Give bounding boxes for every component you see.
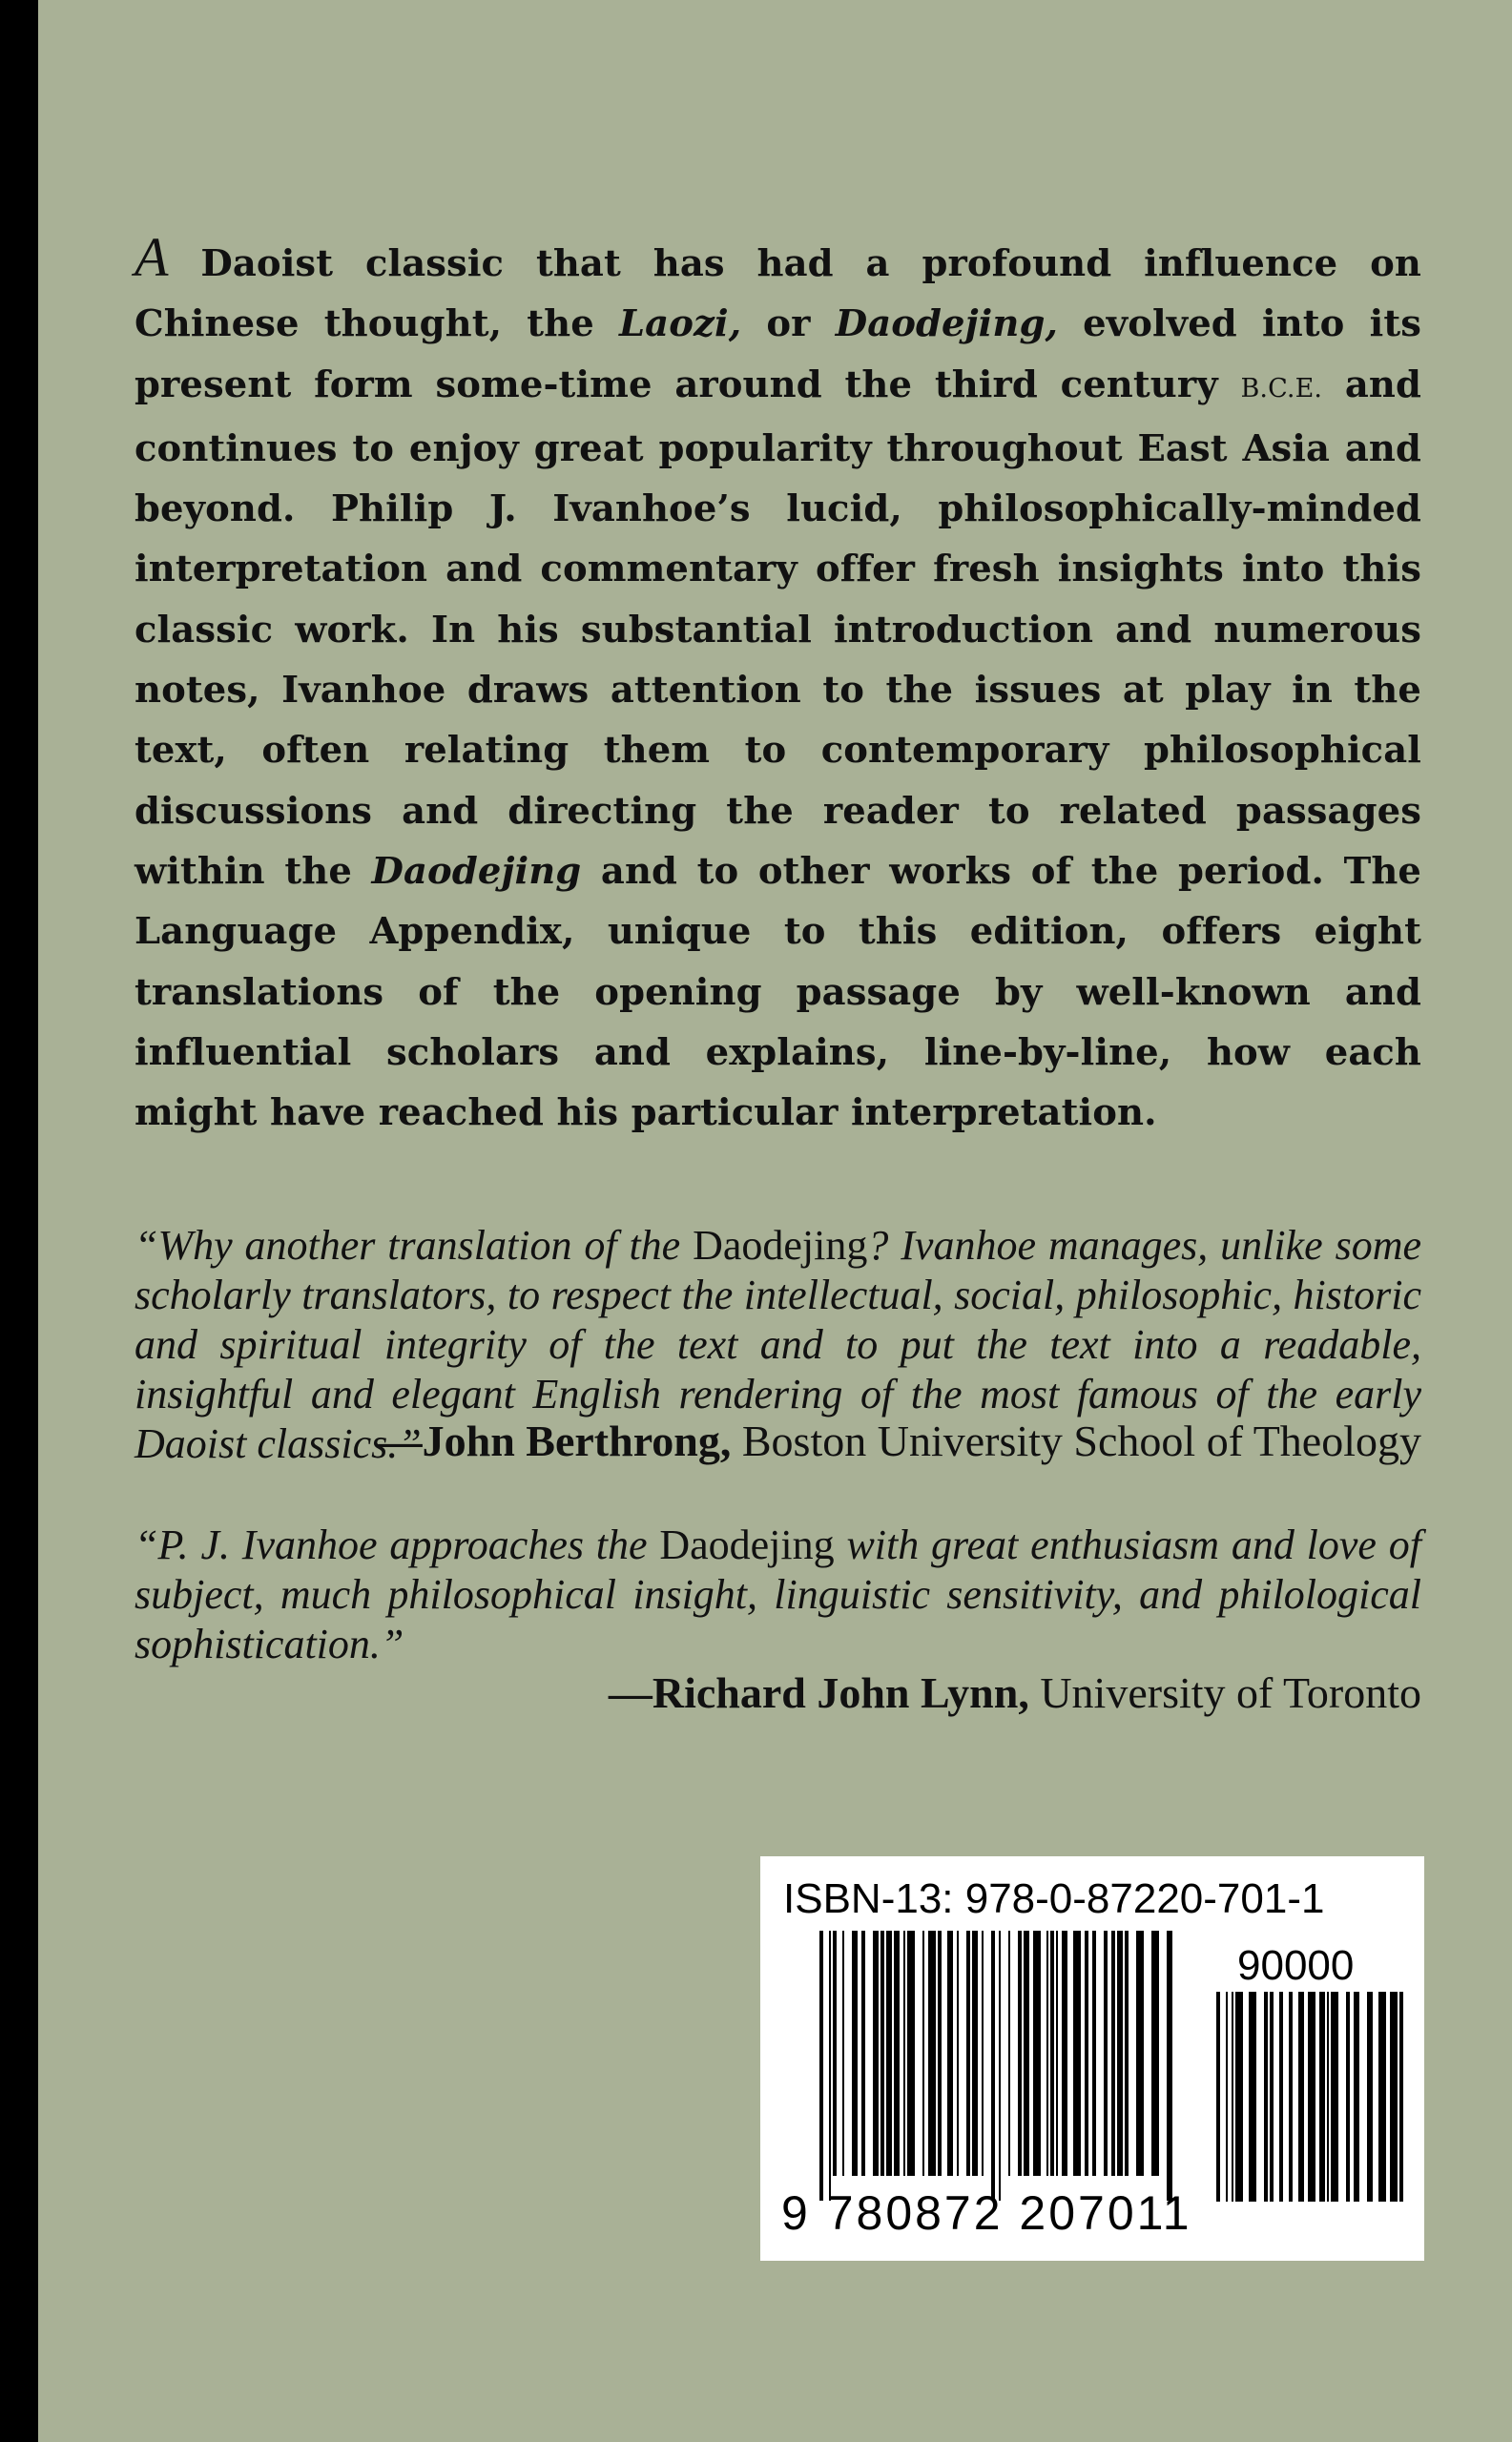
barcode-bar xyxy=(1226,1992,1228,2202)
quote-title: Daodejing xyxy=(693,1222,868,1269)
ean-barcode xyxy=(819,1931,1172,2201)
addon-barcode xyxy=(1216,1992,1403,2202)
barcode-bar xyxy=(972,1931,978,2176)
barcode-bar xyxy=(1399,1992,1403,2202)
barcode-bar xyxy=(999,1931,1001,2201)
barcode-bar xyxy=(907,1931,915,2176)
barcode-bar xyxy=(894,1931,900,2176)
barcode-bar xyxy=(1367,1992,1373,2202)
barcode-bar xyxy=(1092,1931,1096,2176)
barcode-box xyxy=(760,1856,1424,2261)
barcode-bar xyxy=(1033,1931,1041,2176)
barcode-bar xyxy=(833,1931,837,2176)
blurb-text: evolved into its present form some-time around the third century xyxy=(135,302,1422,406)
barcode-bar xyxy=(1073,1931,1081,2176)
barcode-bar xyxy=(1136,1931,1144,2176)
barcode-bar xyxy=(1104,1931,1108,2176)
reviewer-name: —Richard John Lynn, xyxy=(608,1668,1029,1717)
barcode-bar xyxy=(1056,1931,1058,2176)
reviewer-name: —John Berthrong, xyxy=(378,1417,732,1465)
drop-letter: A xyxy=(135,226,169,288)
barcode-bar xyxy=(1008,1931,1010,2176)
blurb-text: and continues to enjoy great popularity throughout East Asia and beyond. Philip J. Ivanhoe’s lucid, philosophically-minded interpretation and commentary offer fresh insights into this classic work. In his substantial introduction and numerous notes, Ivanhoe draws attention to the issues at play in the text, often relating them to contemporary philosophical discussions and directing the reader to related passages within the xyxy=(135,362,1421,893)
quote-text: with great enthusiasm and love of subject, much philosophical insight, linguistic sensitivity, and philological sophistication.” xyxy=(135,1521,1421,1667)
spine-edge xyxy=(0,0,38,2442)
barcode-bar xyxy=(1062,1931,1067,2176)
barcode-bar xyxy=(1298,1992,1304,2202)
barcode-bar xyxy=(1264,1992,1268,2202)
barcode-bar xyxy=(1319,1992,1325,2202)
title-daodejing: Daodejing, xyxy=(835,302,1059,346)
barcode-bar xyxy=(1390,1992,1398,2202)
barcode-bar xyxy=(829,1931,831,2201)
barcode-bar xyxy=(938,1931,942,2176)
quote-text: “Why another translation of the xyxy=(135,1222,694,1269)
barcode-bar xyxy=(873,1931,879,2176)
description-blurb xyxy=(135,226,1422,1143)
barcode-bar xyxy=(1018,1931,1022,2176)
barcode-bar xyxy=(928,1931,936,2176)
barcode-bar xyxy=(1151,1931,1159,2176)
barcode-bar xyxy=(1167,1931,1172,2201)
barcode-bar xyxy=(1378,1992,1386,2202)
quote-title: Daodejing xyxy=(659,1521,835,1568)
barcode-bar xyxy=(852,1931,858,2176)
barcode-digits: 9 780872 207011 xyxy=(781,2186,1192,2240)
barcode-bar xyxy=(982,1931,984,2176)
barcode-bar xyxy=(880,1931,884,2176)
barcode-bar xyxy=(1125,1931,1129,2176)
review-quote-2 xyxy=(135,1521,1421,1669)
barcode-bar xyxy=(1024,1931,1029,2176)
barcode-bar xyxy=(1354,1992,1359,2202)
barcode-bar xyxy=(819,1931,823,2201)
title-daodejing: Daodejing xyxy=(371,849,582,893)
blurb-text: or xyxy=(741,302,836,346)
barcode-bar xyxy=(947,1931,953,2176)
barcode-bar xyxy=(1216,1992,1220,2202)
barcode-bar xyxy=(886,1931,892,2176)
barcode-bar xyxy=(1289,1992,1293,2202)
review-attribution-1 xyxy=(379,1416,1421,1466)
barcode-bar xyxy=(966,1931,970,2176)
barcode-bar xyxy=(1331,1992,1338,2202)
barcode-bar xyxy=(1270,1992,1274,2202)
title-laozi: Laozi, xyxy=(619,302,742,346)
barcode-bar xyxy=(922,1931,924,2176)
barcode-bar xyxy=(1085,1931,1088,2176)
quote-text: ? Ivanhoe manages, unlike some scholarly translators, to respect the intellectual, social, philosophic, historic and spiritual integrity of the text and to put the text into a readable, insightful and elegant English rendering of the most famous of the early Daoist classics.” xyxy=(135,1222,1422,1467)
barcode-bar xyxy=(903,1931,905,2176)
barcode-bar xyxy=(1249,1992,1256,2202)
barcode-bar xyxy=(1111,1931,1115,2176)
barcode-bar xyxy=(957,1931,959,2176)
blurb-text: and to other works of the period. The Language Appendix, unique to this edition, offers eight translations of the opening passage by well-known and influential scholars and explains, line-by-line, how each might have reached his particular interpretation. xyxy=(135,849,1421,1135)
isbn-label: ISBN-13: 978-0-87220-701-1 xyxy=(783,1875,1325,1922)
review-attribution-2 xyxy=(609,1667,1421,1718)
barcode-bar xyxy=(861,1931,865,2176)
reviewer-affiliation: University of Toronto xyxy=(1028,1668,1421,1717)
barcode-bar xyxy=(1117,1931,1123,2176)
barcode-bar xyxy=(1235,1992,1243,2202)
blurb-text: Daoist classic that has had a profound influence on Chinese thought, the xyxy=(135,242,1421,346)
barcode-bar xyxy=(1346,1992,1350,2202)
barcode-bar xyxy=(1232,1992,1233,2202)
barcode-bar xyxy=(1050,1931,1054,2176)
barcode-bar xyxy=(1308,1992,1315,2202)
barcode-bar xyxy=(842,1931,844,2176)
barcode-bar xyxy=(1327,1992,1329,2202)
era-abbrev: B.C.E. xyxy=(1240,373,1323,404)
quote-text: “P. J. Ivanhoe approaches the xyxy=(135,1521,660,1568)
barcode-bar xyxy=(991,1931,995,2201)
barcode-bar xyxy=(1279,1992,1283,2202)
barcode-bar xyxy=(1046,1931,1048,2176)
reviewer-affiliation: Boston University School of Theology xyxy=(731,1417,1421,1465)
price-code: 90000 xyxy=(1237,1942,1355,1989)
